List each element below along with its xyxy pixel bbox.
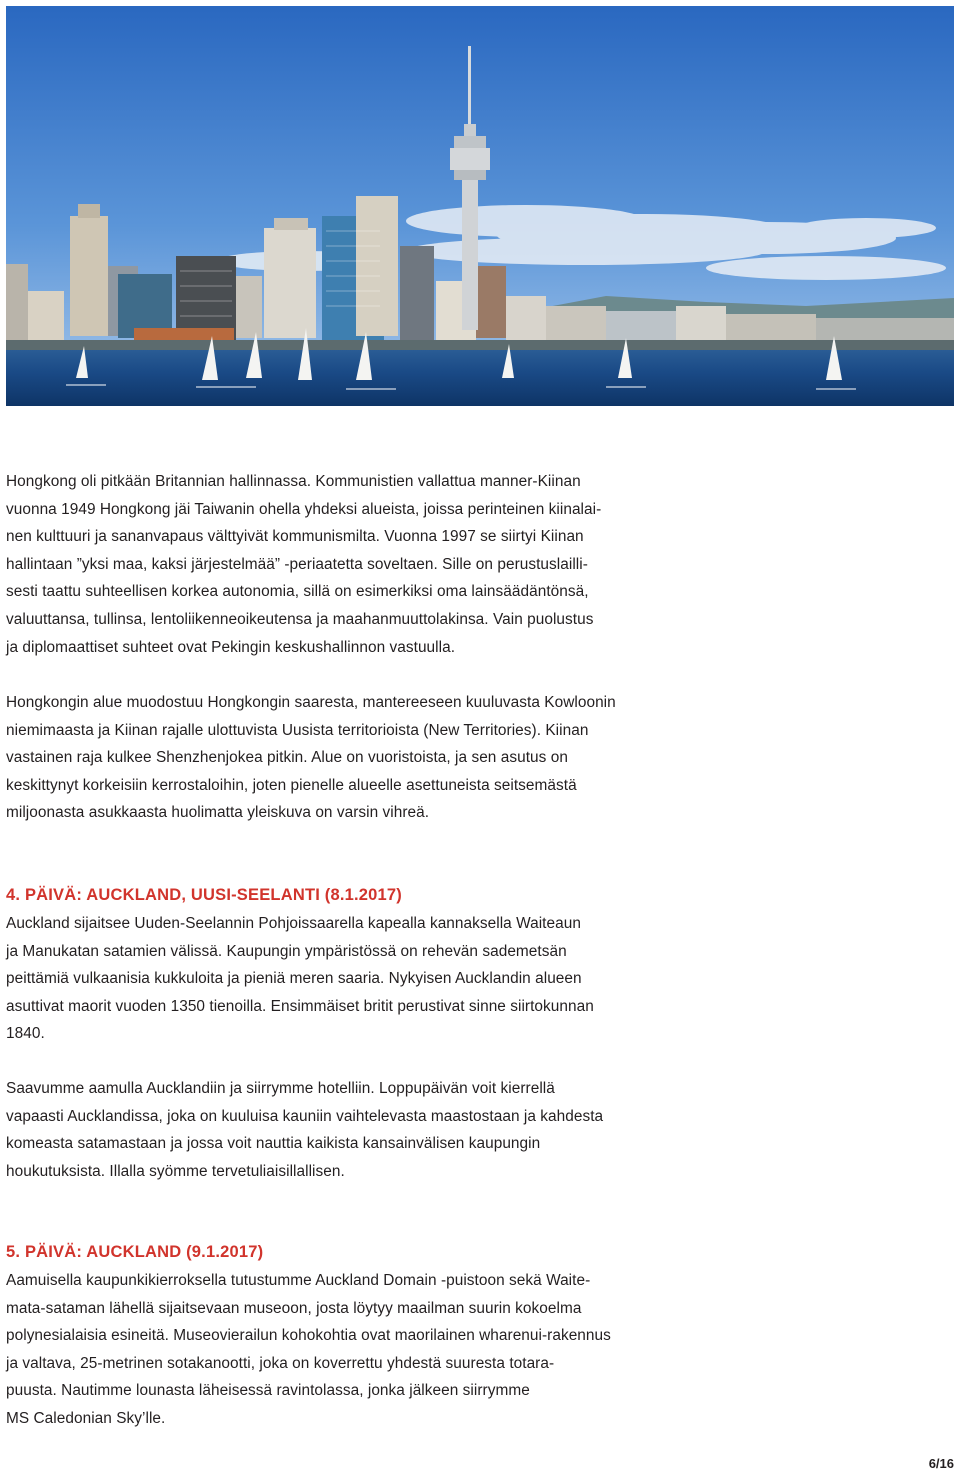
text-line: MS Caledonian Sky’lle.: [6, 1409, 166, 1427]
text-line: Aamuisella kaupunkikierroksella tutustumme Auckland Domain -puistoon sekä Waite-: [6, 1272, 591, 1289]
text-line: asuttivat maorit vuoden 1350 tienoilla. Ensimmäiset britit perustivat sinne siirtokunnan: [6, 997, 594, 1015]
text-line: ja diplomaattiset suhteet ovat Pekingin keskushallinnon vastuulla.: [6, 638, 456, 656]
page-number: 6/16: [928, 1456, 954, 1471]
text-line: nen kulttuuri ja sananvapaus välttyivät kommunismilta. Vuonna 1997 se siirtyi Kiinan: [6, 528, 584, 546]
text-line: Hongkongin alue muodostuu Hongkongin saaresta, mantereeseen kuuluvasta Kowloonin: [6, 694, 616, 711]
text-line: ja Manukatan satamien välissä. Kaupungin ympäristössä on rehevän sademetsän: [6, 942, 567, 960]
day4-intro-paragraph: [6, 910, 954, 1048]
text-line: puusta. Nautimme lounasta läheisessä ravintolassa, jonka jälkeen siirrymme: [6, 1382, 530, 1400]
text-line: 1840.: [6, 1025, 45, 1043]
day5-heading: 5. PÄIVÄ: AUCKLAND (9.1.2017): [6, 1243, 264, 1261]
text-line: niemimaasta ja Kiinan rajalle ulottuvista Uusista territorioista (New Territories). Kiinan: [6, 721, 589, 739]
text-line: houkutuksista. Illalla syömme tervetuliaisillallisen.: [6, 1162, 345, 1180]
text-line: vapaasti Aucklandissa, joka on kuuluisa kauniin vaihtelevasta maastostaan ja kahdesta: [6, 1107, 604, 1125]
text-line: hallintaan ”yksi maa, kaksi järjestelmää” -periaatetta soveltaen. Sille on perustuslailli-: [6, 555, 588, 573]
day5-program-paragraph: [6, 1267, 954, 1433]
harbour-water: [6, 350, 954, 406]
text-line: keskittynyt korkeisiin kerrostaloihin, joten pienelle alueelle asettuneista seitsemästä: [6, 776, 577, 794]
text-line: mata-sataman lähellä sijaitsevaan museoon, josta löytyy maailman suurin kokoelma: [6, 1299, 582, 1317]
auckland-skyline-photo: [6, 6, 954, 406]
shoreline: [6, 340, 954, 350]
hongkong-history-paragraph: [6, 468, 954, 661]
text-line: Hongkong oli pitkään Britannian hallinnassa. Kommunistien vallattua manner-Kiinan: [6, 473, 581, 490]
text-line: Auckland sijaitsee Uuden-Seelannin Pohjoissaarella kapealla kannaksella Waiteaun: [6, 915, 581, 932]
text-line: vuonna 1949 Hongkong jäi Taiwanin ohella yhdeksi alueista, joissa perinteinen kiinalai-: [6, 500, 602, 518]
text-line: Saavumme aamulla Aucklandiin ja siirrymme hotelliin. Loppupäivän voit kierrellä: [6, 1080, 555, 1097]
text-line: valuuttansa, tullinsa, lentoliikenneoikeutensa ja maahanmuuttolakinsa. Vain puolustus: [6, 610, 594, 628]
text-line: vastainen raja kulkee Shenzhenjokea pitkin. Alue on vuoristoista, ja sen asutus on: [6, 749, 568, 767]
text-line: komeasta satamastaan ja jossa voit nauttia kaikista kansainvälisen kaupungin: [6, 1135, 541, 1153]
text-line: ja valtava, 25-metrinen sotakanootti, joka on koverrettu yhdestä suuresta totara-: [6, 1354, 555, 1372]
text-line: sesti taattu suhteellisen korkea autonomia, sillä on esimerkiksi oma lainsäädäntönsä,: [6, 583, 589, 601]
text-line: miljoonasta asukkaasta huolimatta yleiskuva on varsin vihreä.: [6, 804, 430, 822]
text-line: polynesialaisia esineitä. Museovierailun kohokohtia ovat maorilainen wharenui-rakennus: [6, 1327, 611, 1345]
day4-heading: 4. PÄIVÄ: AUCKLAND, UUSI-SEELANTI (8.1.2017): [6, 886, 403, 904]
day4-program-paragraph: [6, 1075, 954, 1185]
text-line: peittämiä vulkaanisia kukkuloita ja pieniä meren saaria. Nykyisen Aucklandin alueen: [6, 970, 582, 988]
hongkong-geography-paragraph: [6, 689, 954, 827]
